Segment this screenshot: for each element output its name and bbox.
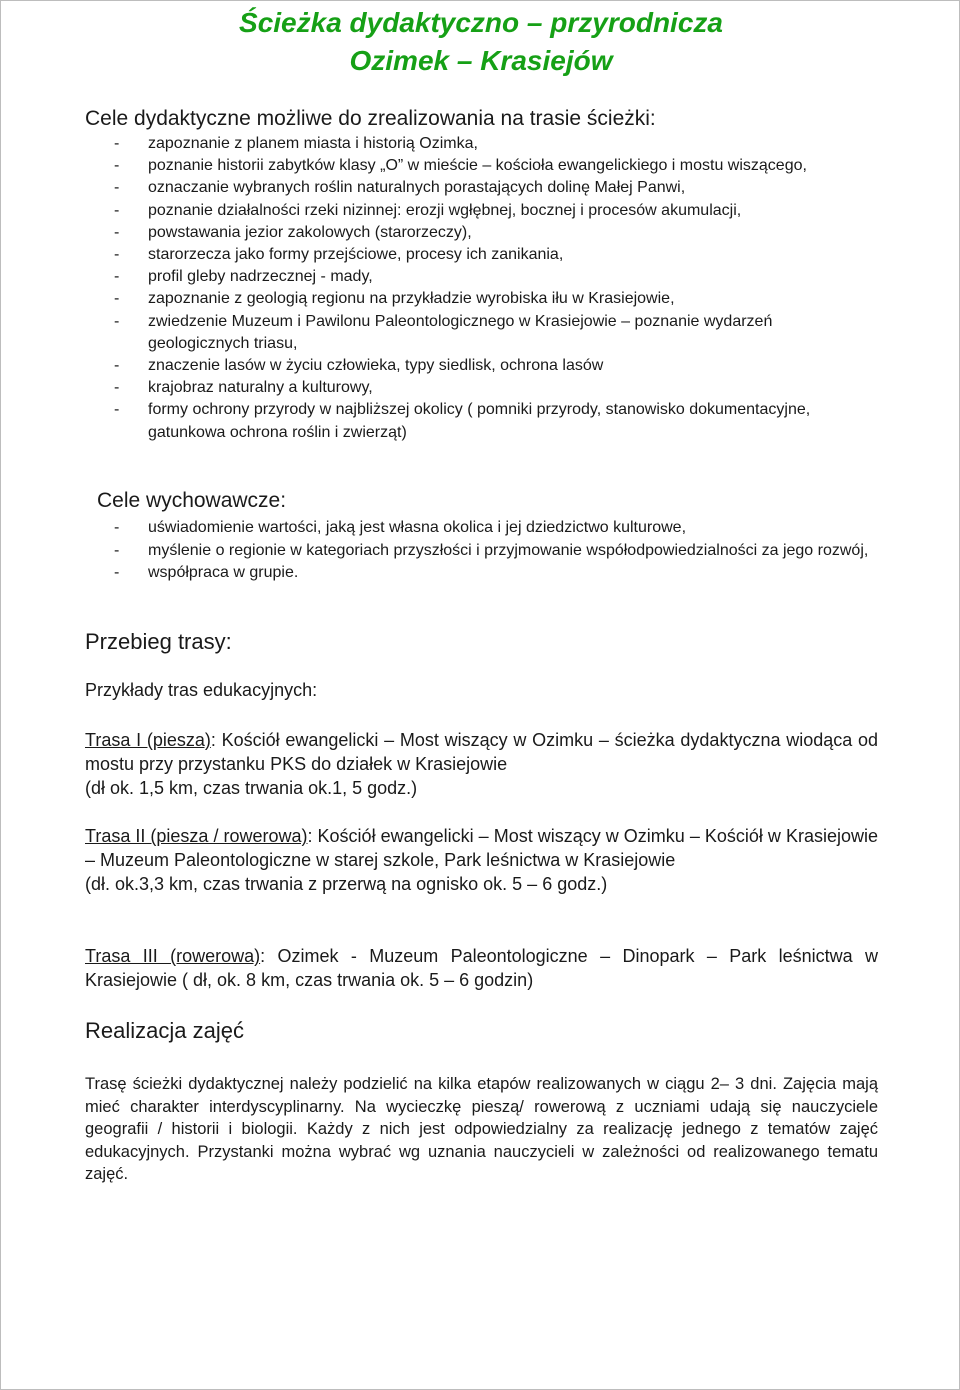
route-heading: Przebieg trasy: — [85, 629, 232, 654]
list-item: - współpraca w grupie. — [114, 562, 877, 585]
list-item: - krajobraz naturalny a kulturowy, — [114, 377, 854, 399]
list-item: - oznaczanie wybranych roślin naturalnych porastających dolinę Małej Panwi, — [114, 177, 854, 199]
list-item: - zapoznanie z geologią regionu na przykładzie wyrobiska iłu w Krasiejowie, — [114, 288, 854, 310]
realization-heading: Realizacja zajęć — [85, 1018, 244, 1043]
list-item: - starorzecza jako formy przejściowe, procesy ich zanikania, — [114, 244, 854, 266]
document-title-line2: Ozimek – Krasiejów — [349, 45, 613, 76]
realization-text: Trasę ścieżki dydaktycznej należy podzielić na kilka etapów realizowanych w ciągu 2– 3 dni. Zajęcia mają mieć charakter interdyscyplinarny. Na wycieczkę pieszą/ rowerową z uczniami udają się nauczyciele geografii / historii i biologii. Każdy z nich jest odpowiedzialny za realizację jednego z tematów zajęć edukacyjnych. Przystanki można wybrać wg uznania nauczycieli w zależności od realizowanego tematu zajęć. — [85, 1075, 878, 1183]
route-1-details: (dł ok. 1,5 km, czas trwania ok.1, 5 godz.) — [85, 778, 418, 798]
list-item: - zwiedzenie Muzeum i Pawilonu Paleontologicznego w Krasiejowie – poznanie wydarzeń geologicznych triasu, — [114, 311, 854, 355]
list-item: - uświadomienie wartości, jaką jest własna okolica i jej dziedzictwo kulturowe, — [114, 517, 877, 540]
route-2-name: Trasa II (piesza / rowerowa) — [85, 826, 308, 846]
didactic-goals-list — [114, 133, 854, 444]
route-1-name: Trasa I (piesza) — [85, 730, 211, 750]
educational-goals-list — [114, 517, 877, 585]
route-1 — [85, 728, 878, 800]
route-1-description: : Kościół ewangelicki – Most wiszący w Ozimku – ścieżka dydaktyczna wiodąca od mostu przy przystanku PKS do działek w Krasiejowie — [85, 730, 879, 774]
didactic-goals-heading: Cele dydaktyczne możliwe do zrealizowania na trasie ścieżki: — [85, 107, 656, 130]
list-item: - zapoznanie z planem miasta i historią Ozimka, — [114, 133, 854, 155]
route-3-name: Trasa III (rowerowa) — [85, 946, 261, 966]
route-2-description: : Kościół ewangelicki – Most wiszący w Ozimku – Kościół w Krasiejowie – Muzeum Paleontologiczne w starej szkole, Park leśnictwa w Krasiejowie — [85, 826, 878, 870]
route-3 — [85, 944, 878, 992]
list-item: - profil gleby nadrzecznej - mady, — [114, 266, 854, 288]
list-item: - znaczenie lasów w życiu człowieka, typy siedlisk, ochrona lasów — [114, 355, 854, 377]
document-title-line1: Ścieżka dydaktyczno – przyrodnicza — [239, 7, 723, 38]
route-2 — [85, 824, 878, 896]
list-item: - poznanie historii zabytków klasy „O” w mieście – kościoła ewangelickiego i mostu wiszącego, — [114, 155, 854, 177]
list-item: - powstawania jezior zakolowych (starorzeczy), — [114, 222, 854, 244]
list-item: - myślenie o regionie w kategoriach przyszłości i przyjmowanie współodpowiedzialności za jego rozwój, — [114, 540, 877, 563]
list-item: - formy ochrony przyrody w najbliższej okolicy ( pomniki przyrody, stanowisko dokumentacyjne, gatunkowa ochrona roślin i zwierząt) — [114, 399, 854, 443]
route-3-description: : Ozimek - Muzeum Paleontologiczne – Dinopark – Park leśnictwa w Krasiejowie ( dł, ok. 8 km, czas trwania ok. 5 – 6 godzin) — [85, 946, 878, 990]
educational-goals-heading: Cele wychowawcze: — [97, 489, 287, 512]
route-examples-heading: Przykłady tras edukacyjnych: — [85, 680, 318, 700]
route-2-details: (dł. ok.3,3 km, czas trwania z przerwą na ognisko ok. 5 – 6 godz.) — [85, 874, 608, 894]
list-item: - poznanie działalności rzeki nizinnej: erozji wgłębnej, bocznej i procesów akumulacji, — [114, 200, 854, 222]
